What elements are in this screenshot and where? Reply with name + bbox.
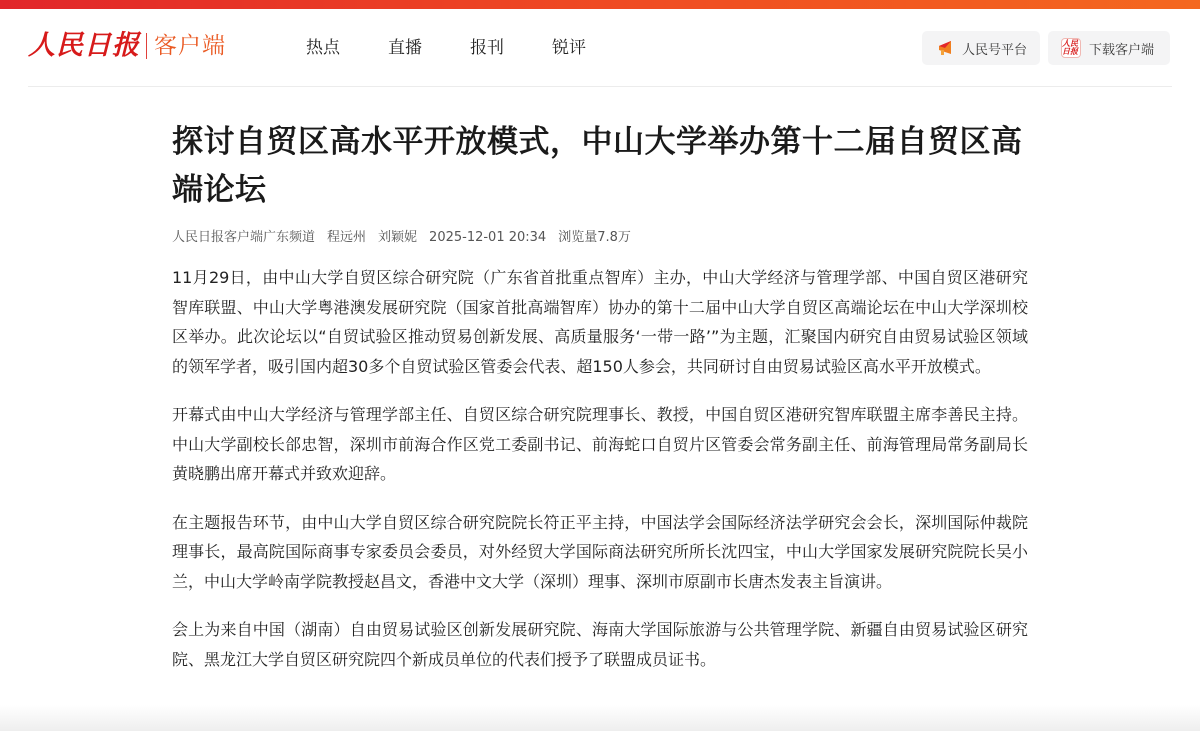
- article-paragraph: 在主题报告环节，由中山大学自贸区综合研究院院长符正平主持，中国法学会国际经济法学研究会会长，深圳国际仲裁院理事长，最高院国际商事专家委员会委员，对外经贸大学国际商法研究所所长沈四宝，中山大学国家发展研究院院长吴小兰，中山大学岭南学院教授赵昌文，香港中文大学（深圳）理事、深圳市原副市长唐杰发表主旨演讲。: [172, 512, 1028, 591]
- nav-item-live[interactable]: 直播: [388, 38, 422, 58]
- article-author: 刘颖妮: [378, 230, 418, 245]
- article-datetime: 2025-12-01 20:34: [429, 230, 547, 245]
- article-paragraph: 开幕式由中山大学经济与管理学部主任、自贸区综合研究院理事长、教授，中国自贸区港研究智库联盟主席李善民主持。中山大学副校长郃忠智，深圳市前海合作区党工委副书记、前海蛇口自贸片区管委会常务副主任、前海管理局常务副局长黄晓鹏出席开幕式并致欢迎辞。: [172, 405, 1028, 483]
- renminhao-platform-label: 人民号平台: [962, 42, 1028, 58]
- site-logo[interactable]: [28, 26, 226, 66]
- logo-divider: [146, 33, 147, 59]
- logo-brand-name: 人民日报: [28, 30, 140, 61]
- download-app-label: 下载客户端: [1089, 42, 1155, 58]
- main-nav: [282, 36, 610, 60]
- header-divider: [28, 86, 1172, 87]
- bottom-scroll-fade: [0, 705, 1200, 731]
- article-body: [172, 263, 1028, 674]
- top-accent-bar: [0, 0, 1200, 9]
- megaphone-icon: [938, 40, 956, 56]
- nav-item-newspaper[interactable]: 报刊: [470, 38, 504, 58]
- download-app-button[interactable]: [1048, 31, 1170, 65]
- nav-item-hot[interactable]: 热点: [306, 38, 340, 58]
- article: [172, 118, 1028, 693]
- article-paragraph: 11月29日，由中山大学自贸区综合研究院（广东省首批重点智库）主办，中山大学经济与管理学部、中国自贸区港研究智库联盟、中山大学粤港澳发展研究院（国家首批高端智库）协办的第十二届中山大学自贸区高端论坛在中山大学深圳校区举办。此次论坛以“自贸试验区推动贸易创新发展、高质量服务‘一带一路’”为主题，汇聚国内研究自由贸易试验区领域的领军学者，吸引国内超30多个自贸试验区管委会代表、超150人参会，共同研讨自由贸易试验区高水平开放模式。: [172, 268, 1028, 376]
- article-title: 探讨自贸区高水平开放模式，中山大学举办第十二届自贸区高端论坛: [172, 124, 1023, 208]
- logo-product-name: 客户端: [154, 33, 226, 59]
- article-meta: [172, 229, 1028, 247]
- article-views: 浏览量7.8万: [558, 230, 631, 245]
- article-author: 程远州: [327, 230, 367, 245]
- renminhao-platform-button[interactable]: [922, 31, 1040, 65]
- app-logo-icon: 人民日报: [1061, 38, 1081, 58]
- nav-item-commentary[interactable]: 锐评: [552, 38, 586, 58]
- article-paragraph: 会上为来自中国（湖南）自由贸易试验区创新发展研究院、海南大学国际旅游与公共管理学院、新疆自由贸易试验区研究院、黑龙江大学自贸区研究院四个新成员单位的代表们授予了联盟成员证书。: [172, 620, 1028, 669]
- article-source[interactable]: 人民日报客户端广东频道: [172, 230, 316, 245]
